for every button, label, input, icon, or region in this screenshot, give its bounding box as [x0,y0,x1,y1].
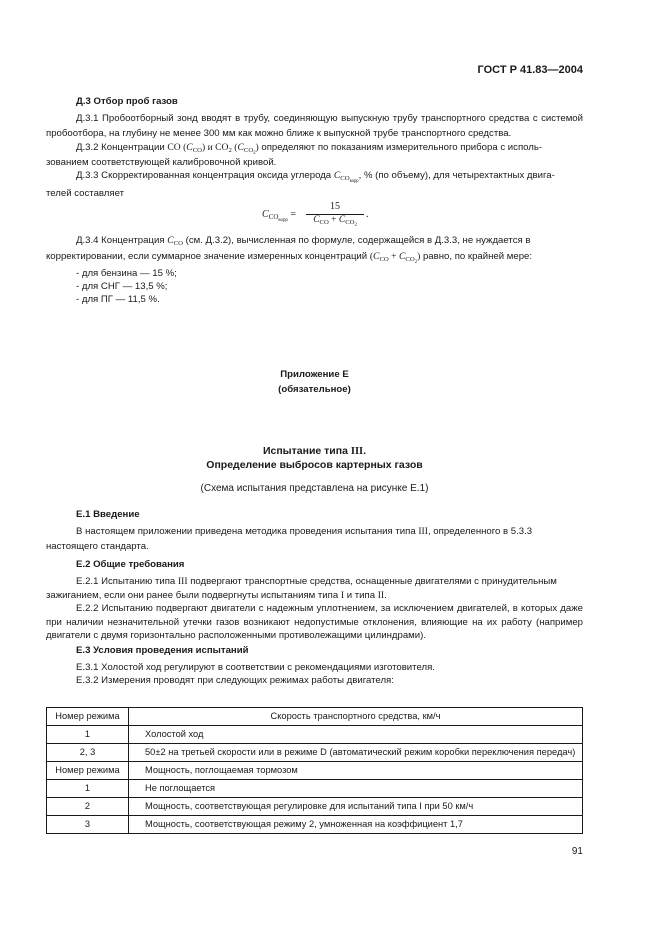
table-cell: Мощность, соответствующая режиму 2, умноженная на коэффициент 1,7 [129,816,583,834]
section-e3-title: Е.3 Условия проведения испытаний [76,645,249,656]
paragraph-e2-1-cont: зажиганием, если они ранее были подвергнуты испытаниям типа I и типа II. [46,590,387,601]
paragraph-e1-cont: настоящего стандарта. [46,541,149,552]
table-cell: Холостой ход [129,726,583,744]
paragraph-d3-2-cont: зованием соответствующей калибровочной кривой. [46,157,277,168]
paragraph-e2-2: Е.2.2 Испытанию подвергают двигатели с надежным уплотнением, за исключением двигателей, в которых даже при наличии незначительной утечки газов возникают недопустимые отклонения, влияющие на их работу (например двигатели с двумя горизонтально расположенными противолежащими цилиндрами). [46,603,583,641]
table-row [47,744,583,762]
table-header-cell: Номер режима [47,708,129,726]
section-e1-title: Е.1 Введение [76,509,140,520]
table-cell: 50±2 на третьей скорости или в режиме D (автоматический режим коробки переключения передач) [129,744,583,762]
annex-title: Приложение Е [280,369,349,380]
paragraph-d3-3: Д.3.3 Скорректированная концентрация оксида углерода $C_{CO_{корр}}$, % (по объему), для четырехтактных двига- [76,170,555,184]
list-item: - для СНГ — 13,5 %; [76,281,168,292]
paragraph-e3-2: Е.3.2 Измерения проводят при следующих режимах работы двигателя: [76,675,394,686]
paragraph-d3-1: Д.3.1 Пробоотборный зонд вводят в трубу, соединяющую выпускную трубу транспортного средства с системой пробоотбора, на глубину не менее 300 мм как можно ближе к выпускной трубе транспортного средства. [46,113,583,139]
table-header-cell: Скорость транспортного средства, км/ч [129,708,583,726]
table-header-row [47,708,583,726]
table-header-cell: Мощность, поглощаемая тормозом [129,762,583,780]
annex-status: (обязательное) [278,384,351,395]
table-cell: 1 [47,726,129,744]
modes-table [46,707,583,834]
document-header: ГОСТ Р 41.83—2004 [477,64,583,76]
table-cell: Мощность, соответствующая регулировке для испытаний типа I при 50 км/ч [129,798,583,816]
paragraph-d3-2: Д.3.2 Концентрации CO $(C_{CO})$ и $CO_2$ $(C_{CO_2})$ определяют по показаниям измерительного прибора с исполь- [76,142,543,156]
table-row [47,816,583,834]
table-header-cell: Номер режима [47,762,129,780]
test-subtitle: Определение выбросов картерных газов [206,459,423,471]
paragraph-d3-3-cont: телей составляет [46,188,125,199]
formula-numerator: 15 [330,201,340,212]
table-row [47,798,583,816]
list-item: - для ПГ — 11,5 %. [76,294,160,305]
page-number: 91 [571,846,583,857]
paragraph-e3-1: Е.3.1 Холостой ход регулируют в соответствии с рекомендациями изготовителя. [76,662,435,673]
test-title: Испытание типа III. [262,445,367,457]
section-d3-title: Д.3 Отбор проб газов [76,96,178,107]
table-cell: 1 [47,780,129,798]
paragraph-d3-4-cont: корректировании, если суммарное значение измеренных концентраций $(C_{CO} + C_{CO_2})$ равно, по крайней мере: [46,251,533,265]
section-e2-title: Е.2 Общие требования [76,559,185,570]
table-cell: 3 [47,816,129,834]
table-cell: 2 [47,798,129,816]
table-cell: 2, 3 [47,744,129,762]
table-row [47,726,583,744]
scheme-note: (Схема испытания представлена на рисунке Е.1) [200,483,429,494]
paragraph-d3-4: Д.3.4 Концентрация $C_{CO}$ (см. Д.3.2), вычисленная по формуле, содержащейся в Д.3.3, не нуждается в [76,235,531,247]
paragraph-e1: В настоящем приложении приведена методика проведения испытания типа III, определенного в 5.3.3 [76,526,533,537]
table-row [47,780,583,798]
table-cell: Не поглощается [129,780,583,798]
paragraph-e2-1: Е.2.1 Испытанию типа III подвергают транспортные средства, оснащенные двигателями с принудительным [76,576,557,587]
list-item: - для бензина — 15 %; [76,268,177,279]
table-header-row [47,762,583,780]
